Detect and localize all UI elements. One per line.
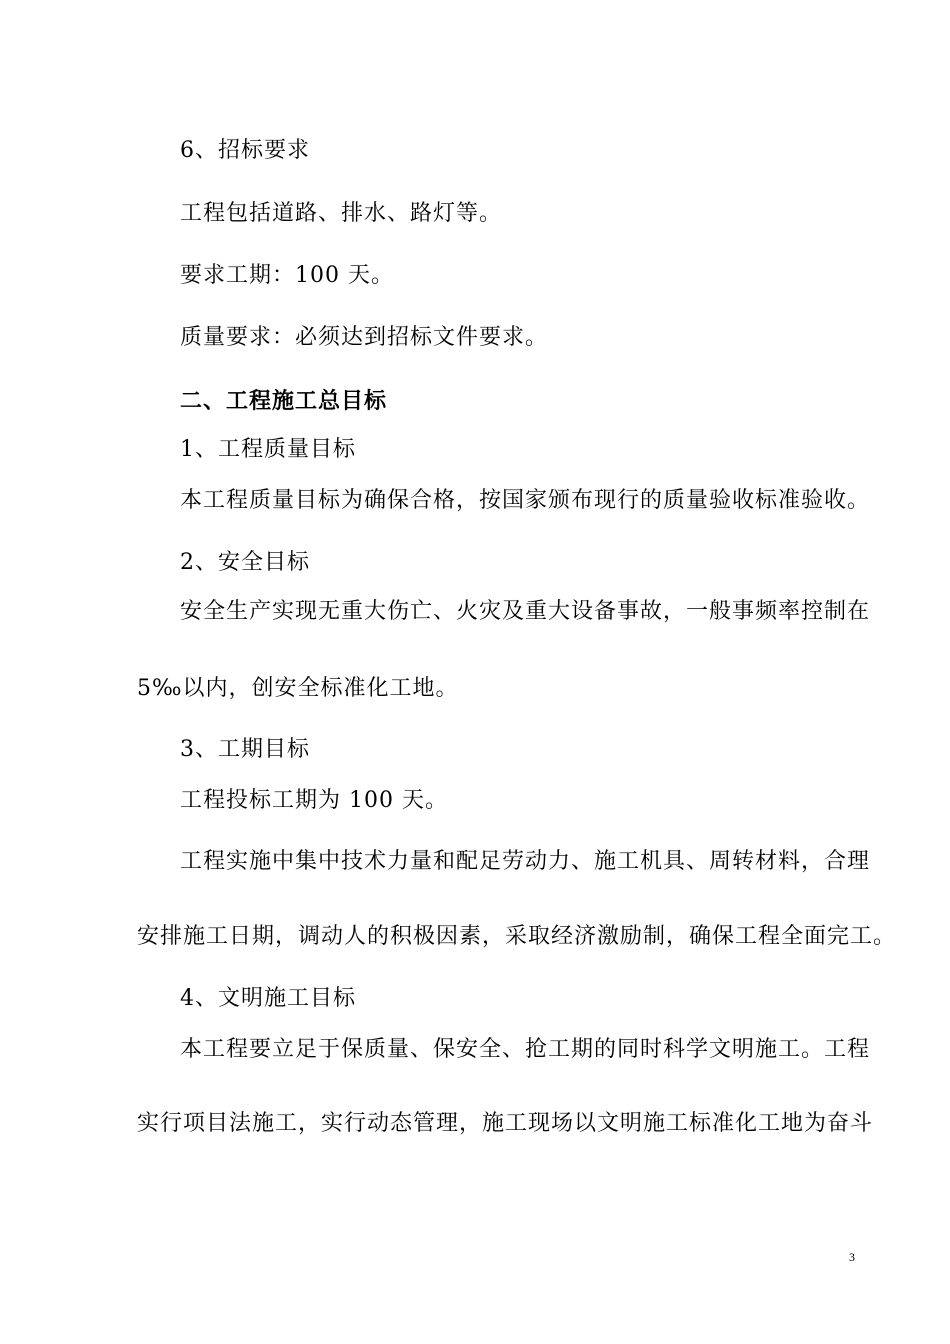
subsection-heading-quality-goal: 1、工程质量目标	[180, 437, 356, 462]
paragraph-line-continuation: 实行项目法施工，实行动态管理，施工现场以文明施工标准化工地为奋斗	[137, 1111, 874, 1136]
paragraph-line-continuation: 安排施工日期，调动人的积极因素，采取经济激励制，确保工程全面完工。	[137, 924, 897, 949]
paragraph-line: 工程实施中集中技术力量和配足劳动力、施工机具、周转材料，合理	[180, 849, 871, 874]
page-number: 3	[849, 1250, 855, 1264]
section-heading-project-goals: 二、工程施工总目标	[180, 388, 388, 414]
subsection-heading-safety-goal: 2、安全目标	[180, 550, 310, 575]
paragraph-line: 工程投标工期为 100 天。	[180, 788, 448, 813]
subsection-heading-civilized-construction-goal: 4、文明施工目标	[180, 986, 356, 1011]
subsection-heading-schedule-goal: 3、工期目标	[180, 737, 310, 762]
subsection-heading-bidding-requirements: 6、招标要求	[180, 138, 310, 163]
paragraph-line: 本工程要立足于保质量、保安全、抢工期的同时科学文明施工。工程	[180, 1037, 871, 1062]
paragraph-line: 本工程质量目标为确保合格，按国家颁布现行的质量验收标准验收。	[180, 488, 871, 513]
paragraph-line: 工程包括道路、排水、路灯等。	[180, 201, 503, 226]
paragraph-line: 安全生产实现无重大伤亡、火灾及重大设备事故，一般事频率控制在	[180, 599, 871, 624]
paragraph-line-continuation: 5‰以内，创安全标准化工地。	[137, 676, 459, 701]
paragraph-line: 要求工期：100 天。	[180, 263, 394, 288]
paragraph-line: 质量要求：必须达到招标文件要求。	[180, 325, 549, 350]
